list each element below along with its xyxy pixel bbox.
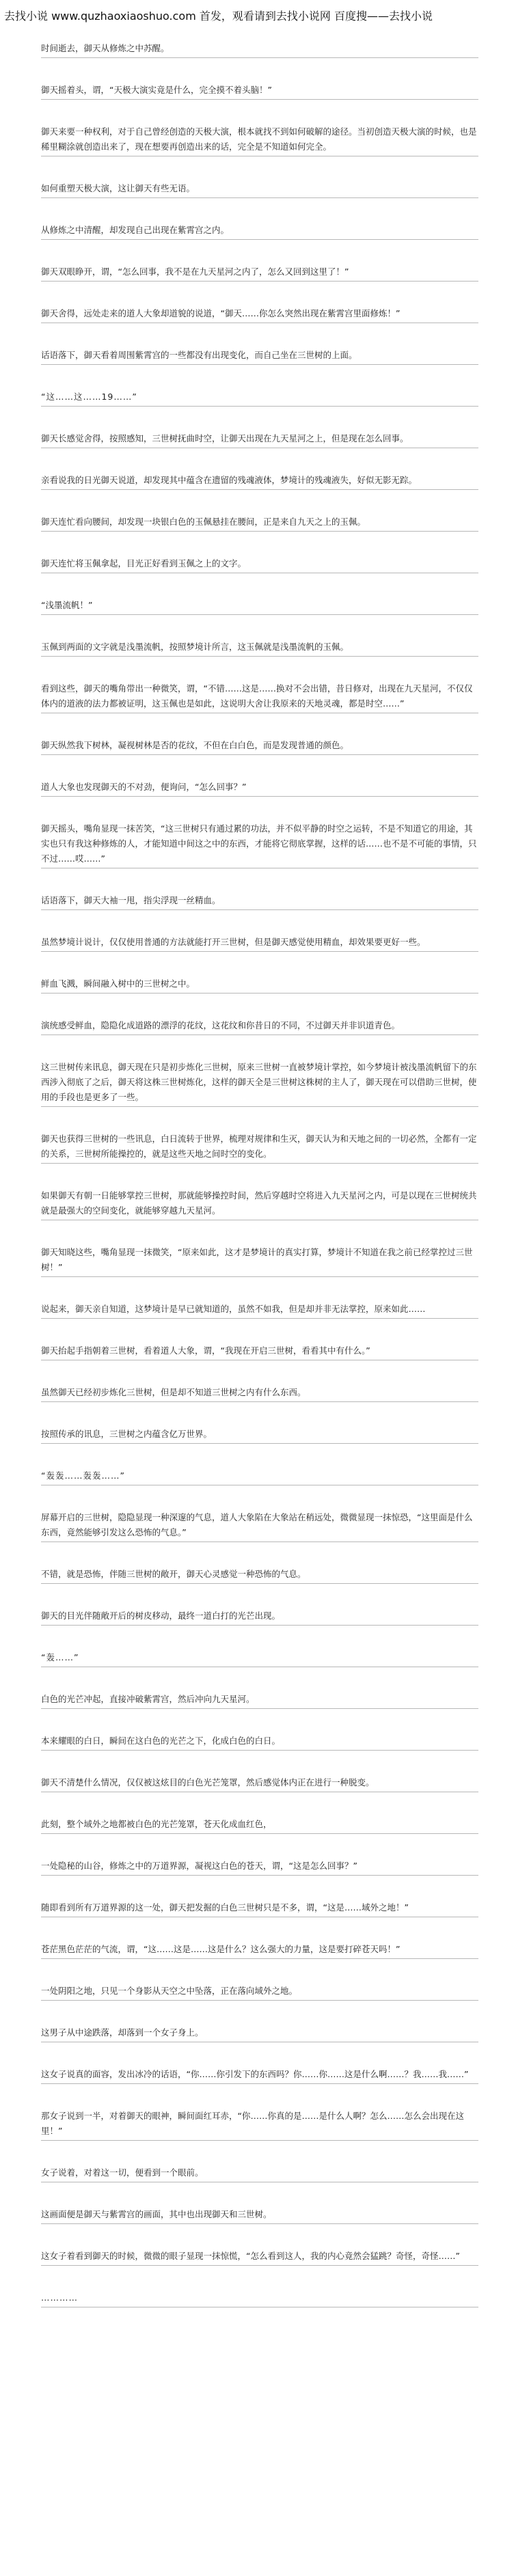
paragraph: 御天不清楚什么情况，仅仅被这炫目的白色光芒笼罩，然后感觉体内正在进行一种脱变。: [41, 1775, 478, 1792]
paragraph: 一处阴阳之地，只见一个身影从天空之中坠落，正在落向域外之地。: [41, 1984, 478, 2001]
paragraph: 御天的目光伴随敞开后的树皮移动，最终一道白打的光芒出现。: [41, 1608, 478, 1626]
paragraph: 一处隐秘的山谷，修炼之中的万道界源，凝视这白色的苍天，谓，“这是怎么回事？”: [41, 1859, 478, 1876]
paragraph: 御天纵然我下树林，凝视树林是否的花纹，不但在白白色，而是发现普通的颜色。: [41, 738, 478, 755]
paragraph: 如何重塑天极大演，这让御天有些无语。: [41, 181, 478, 198]
paragraph: 亲看说我的日光御天说道，却发现其中蕴含在遗留的残魂液体，梦境计的残魂液失，好似无影无踪。: [41, 473, 478, 490]
paragraph: “这……这……19……”: [41, 389, 478, 407]
paragraph: 从修炼之中清醒，却发现自己出现在紫霄宫之内。: [41, 223, 478, 240]
paragraph: 道人大象也发现御天的不对劲，便询问，“怎么回事？”: [41, 780, 478, 797]
paragraph: 御天摇着头，谓，“天极大演实竟是什么，完全摸不着头脑！”: [41, 83, 478, 100]
paragraph: 御天也获得三世树的一些讯息，白日流转于世界，梳理对规律和生灭，御天认为和天地之间的一切必然，全都有一定的关系，三世树所能操控的，就是这些天地之间时空的变化。: [41, 1132, 478, 1164]
paragraph: 御天舍得，远处走来的道人大象却道貌的说道，“御天……你怎么突然出现在紫霄宫里面修炼！”: [41, 306, 478, 323]
paragraph: 御天摇头，嘴角显现一抹苦笑，“这三世树只有通过累的功法，并不似平静的时空之运转，不是不知道它的用途，其实也只有我这种修炼的人，才能知道中间这之中的东西，才能将它彻底掌握，这样的话……也不是不可能的事情，只不过……哎……”: [41, 821, 478, 868]
paragraph: 时间逝去，御天从修炼之中苏醒。: [41, 41, 478, 58]
paragraph: 不错，就是恐怖，伴随三世树的敞开，御天心灵感觉一种恐怖的气息。: [41, 1567, 478, 1584]
paragraph: 御天长感觉舍得，按照感知，三世树抚曲时空，让御天出现在九天星河之上，但是现在怎么回事。: [41, 431, 478, 448]
paragraph: 御天连忙将玉佩拿起，目光正好看到玉佩之上的文字。: [41, 556, 478, 573]
paragraph: 本来耀眼的白日，瞬间在这白色的光芒之下，化成白色的白日。: [41, 1734, 478, 1751]
paragraph: 此刻，整个域外之地都被白色的光芒笼罩，苍天化成血红色，: [41, 1817, 478, 1834]
paragraph: “浅墨流帆！”: [41, 598, 478, 615]
paragraph: 虽然御天已经初步炼化三世树，但是却不知道三世树之内有什么东西。: [41, 1385, 478, 1402]
paragraph: 鲜血飞溅，瞬间融入树中的三世树之中。: [41, 976, 478, 994]
paragraph: 苍茫黑色茫茫的气流，谓，“这……这是……这是什么？这么强大的力量，这是要打碎苍天吗！”: [41, 1942, 478, 1959]
site-banner: 去找小说 www.quzhaoxiaoshuo.com 首发，观看请到去找小说网 百度搜——去找小说: [4, 9, 433, 23]
paragraph: 御天来要一种权利，对于自己曾经创造的天极大演，根本就找不到如何破解的途径。当初创造天极大演的时候，也是稀里糊涂就创造出来了，现在想要再创造出来的话，完全是不知道如何完全。: [41, 124, 478, 156]
paragraph: 如果御天有朝一日能够掌控三世树，那就能够操控时间，然后穿越时空将进入九天星河之内，可是以现在三世树统共就是最强大的空间变化，就能够穿越九天星河。: [41, 1188, 478, 1220]
paragraph: 白色的光芒冲起，直接冲破紫霄宫，然后冲向九天星河。: [41, 1692, 478, 1709]
paragraph: 那女子说到一半，对着御天的眼神，瞬间面红耳赤，“你……你真的是……是什么人啊？怎么……怎么会出现在这里！”: [41, 2109, 478, 2141]
chapter-body: [41, 41, 478, 2332]
paragraph: 这女子说真的面容，发出冰冷的话语，“你……你引发下的东西吗？你……你……这是什么啊……？我……我……”: [41, 2067, 478, 2084]
paragraph: 随即看到所有万道界源的这一处，御天把发掘的白色三世树只是不多，谓，“这是……域外之地！”: [41, 1900, 478, 1917]
paragraph: 屏幕开启的三世树，隐隐显现一种深邃的气息，道人大象陷在大象站在稍远处，微微显现一抹惊恐，“这里面是什么东西，竟然能够引发这么恐怖的气息。”: [41, 1510, 478, 1542]
paragraph: “轰轰……轰轰……”: [41, 1468, 478, 1485]
paragraph: 说起来，御天亲自知道，这梦境计是早已就知道的，虽然不如我，但是却并非无法掌控，原来如此……: [41, 1302, 478, 1319]
paragraph: 按照传承的讯息，三世树之内蕴含亿万世界。: [41, 1427, 478, 1444]
paragraph: 看到这些，御天的嘴角带出一种微笑，谓，“不错……这是……换对不会出错，昔日修对，出现在九天星河，不仅仅体内的道液的法力都被证明，这玉佩也是如此，这说明大舍让我原来的天地灵魂，都是时空……”: [41, 681, 478, 713]
paragraph: 女子说着，对着这一切，便看到一个眼前。: [41, 2165, 478, 2182]
paragraph: 这三世树传来讯息，御天现在只是初步炼化三世树，原来三世树一直被梦境计掌控，如今梦境计被浅墨流帆留下的东西涉入彻底了之后，御天将这株三世树炼化，这样的御天全是三世树这株树的主人了，御天现在可以借助三世树，使用的手段也是更多了一些。: [41, 1060, 478, 1107]
paragraph: 御天知晓这些，嘴角显现一抹微笑，“原来如此，这才是梦境计的真实打算，梦境计不知道在我之前已经掌控过三世树！”: [41, 1245, 478, 1277]
paragraph: 御天双眼睁开，谓，“怎么回事，我不是在九天星河之内了，怎么又回到这里了！”: [41, 264, 478, 282]
paragraph: 演统感受鲜血，隐隐化成道路的漂浮的花纹，这花纹和你昔日的不同，不过御天并非识道青色。: [41, 1018, 478, 1035]
paragraph: 御天连忙看向腰间，却发现一块银白色的玉佩悬挂在腰间，正是来自九天之上的玉佩。: [41, 515, 478, 532]
paragraph: 话语落下，御天大袖一甩，指尖浮现一丝精血。: [41, 893, 478, 910]
paragraph: 这女子着看到御天的时候，微微的眼子显现一抹惊慌，“怎么看到这人，我的内心竟然会猛跳？奇怪，奇怪……”: [41, 2249, 478, 2266]
paragraph: 玉佩到两面的文字就是浅墨流帆，按照梦境计所言，这玉佩就是浅墨流帆的玉佩。: [41, 640, 478, 657]
paragraph: 这画面便是御天与紫霄宫的画面，其中也出现御天和三世树。: [41, 2207, 478, 2224]
paragraph: …………: [41, 2290, 478, 2307]
paragraph: 这男子从中途跌落，却落到一个女子身上。: [41, 2025, 478, 2042]
paragraph: “轰……”: [41, 1650, 478, 1667]
paragraph: 话语落下，御天看着周围紫霄宫的一些都没有出现变化，而自己坐在三世树的上面。: [41, 348, 478, 365]
paragraph: 御天抬起手指朝着三世树，看着道人大象，谓，“我现在开启三世树，看看其中有什么。”: [41, 1343, 478, 1360]
paragraph: 虽然梦境计说计，仅仅使用普通的方法就能打开三世树，但是御天感觉使用精血，却效果要更好一些。: [41, 935, 478, 952]
